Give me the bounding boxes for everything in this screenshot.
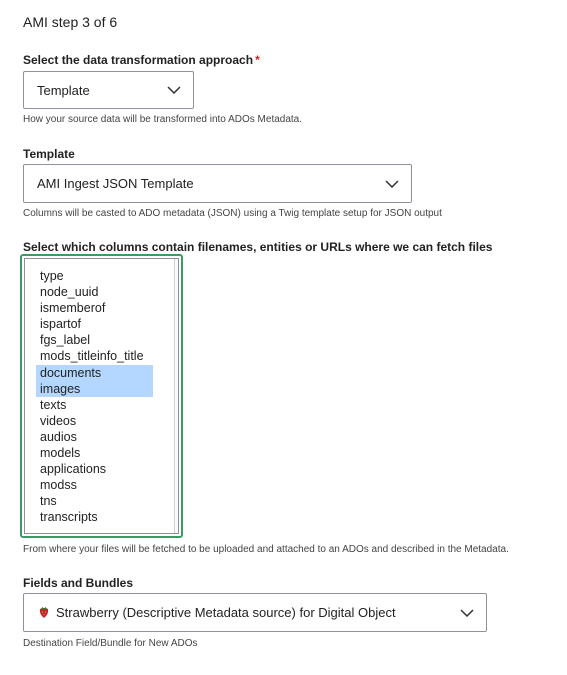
columns-option-list <box>36 268 153 526</box>
approach-select[interactable] <box>23 71 194 109</box>
required-marker: * <box>255 53 260 67</box>
columns-multiselect-focus-ring <box>20 254 183 538</box>
fields-bundles-select-value: Strawberry (Descriptive Metadata source) for Digital Object <box>56 605 396 620</box>
approach-label-text: Select the data transformation approach <box>23 53 254 67</box>
chevron-down-icon <box>385 180 399 188</box>
template-help: Columns will be casted to ADO metadata (JSON) using a Twig template setup for JSON output <box>23 208 442 219</box>
columns-multiselect[interactable] <box>24 258 179 534</box>
column-option[interactable]: tns <box>40 494 57 509</box>
column-option[interactable]: documents <box>36 365 153 381</box>
approach-select-value: Template <box>37 82 90 98</box>
column-option[interactable]: node_uuid <box>40 285 99 300</box>
columns-label: Select which columns contain filenames, entities or URLs where we can fetch files <box>23 240 493 254</box>
fields-bundles-select[interactable] <box>23 593 487 632</box>
template-label: Template <box>23 147 75 161</box>
column-option[interactable]: videos <box>40 413 77 428</box>
column-option[interactable]: applications <box>40 462 107 477</box>
fields-bundles-help: Destination Field/Bundle for New ADOs <box>23 638 198 649</box>
chevron-down-icon <box>460 609 474 617</box>
columns-help: From where your files will be fetched to be uploaded and attached to an ADOs and described in the Metadata. <box>23 544 509 555</box>
column-option[interactable]: fgs_label <box>40 333 91 348</box>
template-select[interactable] <box>23 164 412 203</box>
template-select-value: AMI Ingest JSON Template <box>37 176 194 191</box>
column-option[interactable]: ispartof <box>40 317 81 332</box>
column-option[interactable]: type <box>40 269 64 283</box>
column-option[interactable]: mods_titleinfo_title <box>40 349 144 364</box>
column-option[interactable]: texts <box>40 397 67 412</box>
fields-bundles-select-value-wrap <box>24 605 460 620</box>
column-option[interactable]: ismemberof <box>40 301 106 316</box>
fields-bundles-label: Fields and Bundles <box>23 576 134 590</box>
step-title: AMI step 3 of 6 <box>23 14 118 30</box>
column-option[interactable]: models <box>40 446 81 461</box>
column-option[interactable]: transcripts <box>40 510 98 525</box>
column-option[interactable]: audios <box>40 429 77 444</box>
column-option[interactable]: modss <box>40 478 77 493</box>
columns-scrollbar[interactable] <box>174 259 178 533</box>
column-option[interactable]: images <box>36 381 153 397</box>
approach-label <box>23 53 260 67</box>
approach-help: How your source data will be transformed into ADOs Metadata. <box>23 114 303 125</box>
strawberry-icon <box>37 605 51 619</box>
chevron-down-icon <box>167 86 181 94</box>
